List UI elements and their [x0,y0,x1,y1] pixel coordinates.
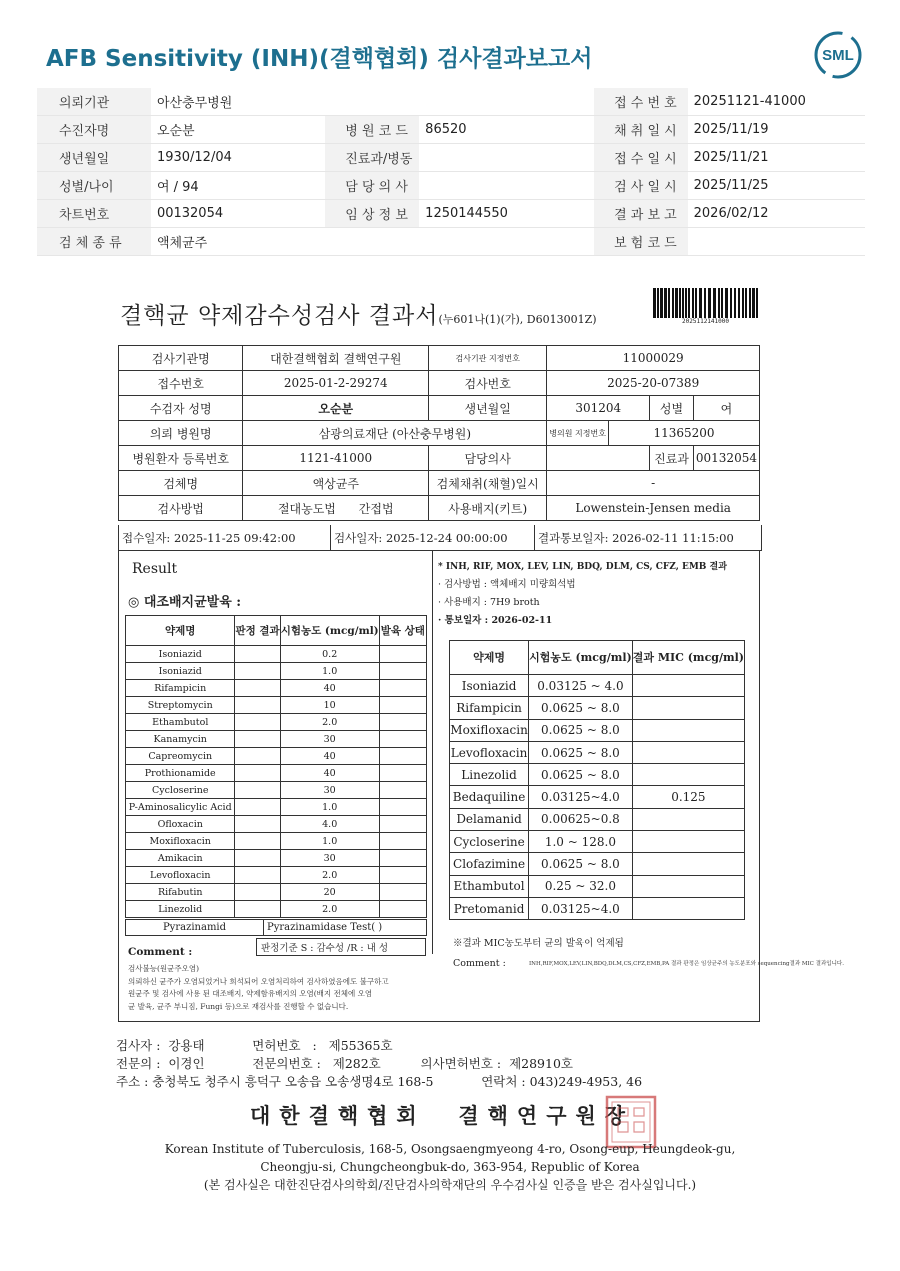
table-cell [235,680,280,697]
table-row [450,808,745,830]
table-cell [379,646,426,663]
barcode-bar [738,288,740,318]
header-value: 1930/12/04 [151,144,325,172]
table-cell: 0.03125 ~ 4.0 [529,675,633,697]
table-row [126,850,427,867]
table-cell: 40 [280,748,379,765]
method-value: 절대농도법 간접법 [243,496,429,521]
table-row [126,833,427,850]
media-label: 사용배지(키트) [429,496,547,521]
barcode-bar [668,288,670,318]
barcode-bar [672,288,674,318]
table-cell [632,808,744,830]
header-row [37,144,865,172]
header-value: 1250144550 [419,200,594,228]
table-cell [379,748,426,765]
right-col-conc: 시험농도 (mcg/ml) [529,641,633,675]
dob-label: 생년월일 [429,396,547,421]
table-cell [632,853,744,875]
table-cell: Rifabutin [126,884,235,901]
table-cell: Rifampicin [450,697,529,719]
table-cell: 0.03125~4.0 [529,897,633,919]
table-row [126,697,427,714]
doctor-value [547,446,650,471]
left-col-judge: 판정 결과 [235,616,280,646]
header-label: 성별/나이 [37,172,151,200]
header-value: 아산충무병원 [151,88,325,116]
header-label: 차트번호 [37,200,151,228]
barcode-bar [675,288,678,318]
header-label: 생년월일 [37,144,151,172]
header-value: 2025/11/19 [688,116,865,144]
culture-label: ◎ 대조배지균발육 : [128,595,242,610]
table-cell [379,697,426,714]
media-value: Lowenstein-Jensen media [547,496,760,521]
table-cell [235,697,280,714]
table-cell [632,764,744,786]
table-row [126,680,427,697]
table-cell: Bedaquiline [450,786,529,808]
table-cell: 0.25 ~ 32.0 [529,875,633,897]
barcode-bar [688,288,690,318]
table-cell: 20 [280,884,379,901]
certification-note: (본 검사실은 대한진단검사의학회/진단검사의학재단의 우수검사실 인증을 받은 검사실입니다.) [203,1178,697,1192]
table-cell: 30 [280,731,379,748]
table-cell: Prothionamide [126,765,235,782]
dob-value: 301204 [547,396,650,421]
designation-label: 검사기관 지정번호 [429,346,547,371]
dept-value: 00132054 [693,446,759,471]
result-label: Result [132,561,178,577]
header-value [419,172,594,200]
table-cell: Linezolid [450,764,529,786]
table-cell: Clofazimine [450,853,529,875]
pyz-name: Pyrazinamid [126,920,264,935]
barcode-bar [718,288,720,318]
reg-label: 병원환자 등록번호 [119,446,243,471]
table-cell [235,663,280,680]
table-cell [379,765,426,782]
header-label [325,228,419,256]
table-cell: 0.2 [280,646,379,663]
sex-label: 성별 [650,396,694,421]
barcode-number: 2025112141000 [682,318,729,325]
table-cell [632,719,744,741]
table-cell [235,714,280,731]
table-row [450,831,745,853]
table-cell [235,731,280,748]
table-cell [235,901,280,918]
table-cell [379,663,426,680]
table-cell: 0.0625 ~ 8.0 [529,764,633,786]
header-row [37,116,865,144]
header-row [37,200,865,228]
table-cell [235,799,280,816]
report-title: 결핵균 약제감수성검사 결과서(누601나(1)(가), D6013001Z) [120,303,597,329]
header-value: 액체균주 [151,228,325,256]
table-row [126,782,427,799]
barcode-bar [721,288,723,318]
table-cell: 4.0 [280,816,379,833]
table-row [450,786,745,808]
table-cell [632,697,744,719]
header-row [37,228,865,256]
header-value: 2025/11/25 [688,172,865,200]
comment-label: Comment : [128,946,193,958]
table-cell: 1.0 ~ 128.0 [529,831,633,853]
table-row [450,697,745,719]
sml-logo-icon [812,30,864,80]
header-info-table [37,88,865,256]
table-cell [379,731,426,748]
table-cell [379,782,426,799]
table-cell: Ethambutol [450,875,529,897]
table-row [450,853,745,875]
test-no-label: 검사번호 [429,371,547,396]
table-cell: Capreomycin [126,748,235,765]
table-cell [379,799,426,816]
left-col-conc: 시험농도 (mcg/ml) [280,616,379,646]
table-cell: 40 [280,765,379,782]
sex-value: 여 [693,396,759,421]
barcode-bar [685,288,687,318]
table-cell [235,833,280,850]
right-col-drug: 약제명 [450,641,529,675]
table-row [450,719,745,741]
table-cell: 10 [280,697,379,714]
lab-label: 검사기관명 [119,346,243,371]
doctor-label: 담당의사 [429,446,547,471]
table-cell [632,831,744,853]
judge-criteria: 판정기준 S : 감수성 /R : 내 성 [256,938,426,956]
table-cell: Isoniazid [450,675,529,697]
barcode-bar [692,288,694,318]
table-cell: Moxifloxacin [450,719,529,741]
barcode-bar [695,288,697,318]
table-cell: Cycloserine [126,782,235,799]
header-label: 병 원 코 드 [325,116,419,144]
barcode-bar [653,288,656,318]
comment2-text: INH,RIF,MOX,LEV,LIN,BDQ,DLM,CS,CFZ,EMB,PA 결과 판정은 임상균주의 농도분포와 sequencing결과 MIC 결과입니다. [529,961,844,967]
barcode-bar [657,288,659,318]
table-row [450,675,745,697]
receipt-date: 접수일자: 2025-11-25 09:42:00 [119,525,331,550]
hosp-code-label: 병의원 지정번호 [547,421,609,446]
address-en-line-1: Korean Institute of Tuberculosis, 168-5, Osongsaengmyeong 4-ro, Osong-eup, Heungdeok-gu, [164,1142,736,1156]
header-label: 보 험 코 드 [594,228,688,256]
table-row [450,764,745,786]
table-cell: 0.0625 ~ 8.0 [529,853,633,875]
barcode-bar [699,288,702,318]
header-label [325,88,419,116]
table-cell: Delamanid [450,808,529,830]
table-cell: 30 [280,850,379,867]
collect-label: 검체채취(채혈)일시 [429,471,547,496]
table-row [126,646,427,663]
table-row [126,714,427,731]
table-cell: Ethambutol [126,714,235,731]
table-cell [235,884,280,901]
table-cell [235,850,280,867]
notify-date: 결과통보일자: 2026-02-11 11:15:00 [538,530,734,545]
table-cell [235,748,280,765]
page-title: AFB Sensitivity (INH)(결핵협회) 검사결과보고서 [46,46,593,72]
barcode-bar [664,288,667,318]
header-value [419,144,594,172]
table-row [126,731,427,748]
table-cell: Isoniazid [126,663,235,680]
test-date: 검사일자: 2025-12-24 00:00:00 [331,525,535,550]
table-cell [235,867,280,884]
patient-info-table [118,345,760,521]
header-value: 오순분 [151,116,325,144]
table-cell: 0.125 [632,786,744,808]
table-cell: Levofloxacin [126,867,235,884]
svg-text:SML: SML [822,47,854,64]
organization-name: 대한결핵협회 결핵연구원장 [250,1103,635,1128]
designation-value: 11000029 [547,346,760,371]
method-label: 검사방법 [119,496,243,521]
header-row [37,172,865,200]
test-no-value: 2025-20-07389 [547,371,760,396]
left-col-growth: 발육 상태 [379,616,426,646]
table-cell: Rifampicin [126,680,235,697]
table-cell: 40 [280,680,379,697]
header-label: 검 체 종 류 [37,228,151,256]
table-cell: 0.03125~4.0 [529,786,633,808]
barcode-bar [730,288,732,318]
receipt-label: 접수번호 [119,371,243,396]
barcode-bar [734,288,736,318]
header-value [419,228,594,256]
table-cell [632,675,744,697]
method-notes: * INH, RIF, MOX, LEV, LIN, BDQ, DLM, CS, CFZ, EMB 결과 · 검사방법 : 액체배지 미량희석법 · 사용배지 : 7H9 broth · 통보일자 : 2026-02-11 [438,562,727,626]
mic-note: ※결과 MIC농도부터 균의 발육이 억제됨 [453,938,624,949]
table-cell: Moxifloxacin [126,833,235,850]
dates-row [118,525,762,551]
header-value: 20251121-41000 [688,88,865,116]
table-row [450,741,745,763]
table-cell [235,816,280,833]
table-row [126,765,427,782]
table-cell: Pretomanid [450,897,529,919]
specimen-label: 검체명 [119,471,243,496]
specimen-value: 액상균주 [243,471,429,496]
barcode-bar [745,288,747,318]
table-row [126,901,427,918]
pyrazinamid-row [125,919,427,936]
table-cell [235,646,280,663]
table-row [126,867,427,884]
header-value: 86520 [419,116,594,144]
barcode-bar [708,288,711,318]
header-label: 임 상 정 보 [325,200,419,228]
signature-line-1: 검사자 : 강용태 면허번호 : 제55365호 [116,1038,393,1053]
table-cell [379,901,426,918]
barcode-bar [713,288,716,318]
table-cell: P-Aminosalicylic Acid [126,799,235,816]
table-cell [379,884,426,901]
table-cell: Kanamycin [126,731,235,748]
header-value: 2025/11/21 [688,144,865,172]
signature-line-2: 전문의 : 이경인 전문의번호 : 제282호 의사면허번호 : 제28910호 [116,1056,573,1071]
table-cell: 2.0 [280,714,379,731]
barcode-bar [752,288,755,318]
header-label: 접 수 번 호 [594,88,688,116]
table-cell: Streptomycin [126,697,235,714]
table-cell: Amikacin [126,850,235,867]
table-cell [235,782,280,799]
table-row [126,663,427,680]
signature-block [116,1037,642,1091]
report-title-code: (누601나(1)(가), D6013001Z) [438,313,597,326]
table-cell: 1.0 [280,663,379,680]
table-cell [632,875,744,897]
header-label: 접 수 일 시 [594,144,688,172]
header-value [688,228,865,256]
table-cell: 30 [280,782,379,799]
table-cell [235,765,280,782]
header-row [37,88,865,116]
collect-value: - [547,471,760,496]
header-label: 진료과/병동 [325,144,419,172]
table-cell [632,741,744,763]
barcode-bar [704,288,706,318]
table-cell [379,680,426,697]
barcode-icon [653,288,758,318]
comment2-label: Comment : [453,958,506,969]
table-cell [379,816,426,833]
reg-value: 1121-41000 [243,446,429,471]
header-label: 결 과 보 고 [594,200,688,228]
table-cell [632,897,744,919]
table-cell: Levofloxacin [450,741,529,763]
table-cell [379,833,426,850]
table-cell: 0.0625 ~ 8.0 [529,697,633,719]
table-row [126,799,427,816]
table-cell: 1.0 [280,833,379,850]
address-en-line-2: Cheongju-si, Chungcheongbuk-do, 363-954, Republic of Korea [260,1160,640,1174]
header-value [419,88,594,116]
header-label: 채 취 일 시 [594,116,688,144]
table-cell: 0.0625 ~ 8.0 [529,741,633,763]
table-cell: Isoniazid [126,646,235,663]
result-divider [432,550,433,954]
hospital-label: 의뢰 병원명 [119,421,243,446]
barcode-bar [749,288,751,318]
table-cell: 0.0625 ~ 8.0 [529,719,633,741]
pyz-test: Pyrazinamidase Test( ) [267,922,383,933]
table-row [126,884,427,901]
patient-label: 수검자 성명 [119,396,243,421]
table-cell: Ofloxacin [126,816,235,833]
table-cell: 1.0 [280,799,379,816]
address-block [0,1140,900,1194]
signature-line-3: 주소 : 충청북도 청주시 흥덕구 오송읍 오송생명4로 168-5 연락처 : 043)249-4953, 46 [116,1074,643,1089]
left-drug-table [125,615,427,918]
header-value: 2026/02/12 [688,200,865,228]
lab-value: 대한결핵협회 결핵연구원 [243,346,429,371]
table-cell: Cycloserine [450,831,529,853]
table-cell: 2.0 [280,901,379,918]
table-row [450,875,745,897]
barcode-bar [725,288,728,318]
right-mic-table [449,640,745,920]
table-cell [379,850,426,867]
table-row [126,816,427,833]
left-col-drug: 약제명 [126,616,235,646]
receipt-value: 2025-01-2-29274 [243,371,429,396]
table-cell: 2.0 [280,867,379,884]
patient-value: 오순분 [243,396,429,421]
header-value: 00132054 [151,200,325,228]
header-value: 여 / 94 [151,172,325,200]
barcode-bar [742,288,744,318]
header-label: 의뢰기관 [37,88,151,116]
dept-label: 진료과 [650,446,694,471]
barcode-bar [756,288,758,318]
table-row [126,748,427,765]
hospital-value: 삼광의료재단 (아산충무병원) [243,421,547,446]
table-cell: 0.00625~0.8 [529,808,633,830]
table-cell: Linezolid [126,901,235,918]
table-row [450,897,745,919]
table-cell [379,714,426,731]
hosp-code-value: 11365200 [608,421,759,446]
barcode-bar [682,288,684,318]
header-label: 담 당 의 사 [325,172,419,200]
header-label: 수진자명 [37,116,151,144]
comment-text: 검사불능(원균주오염) 의뢰하신 균주가 오염되었거나 희석되어 오염처리하여 검사하였음에도 불구하고 원균주 및 검사에 사용 된 대조배지, 약제함유배지의 오염(배지 전체에 오염 균 발육, 균주 부니짐, Fungi 등)으로 재검사를 진행할 수 없습니다. [128,964,389,1011]
table-cell [379,867,426,884]
header-label: 검 사 일 시 [594,172,688,200]
barcode-bar [660,288,663,318]
barcode-bar [679,288,681,318]
right-col-mic: 결과 MIC (mcg/ml) [632,641,744,675]
